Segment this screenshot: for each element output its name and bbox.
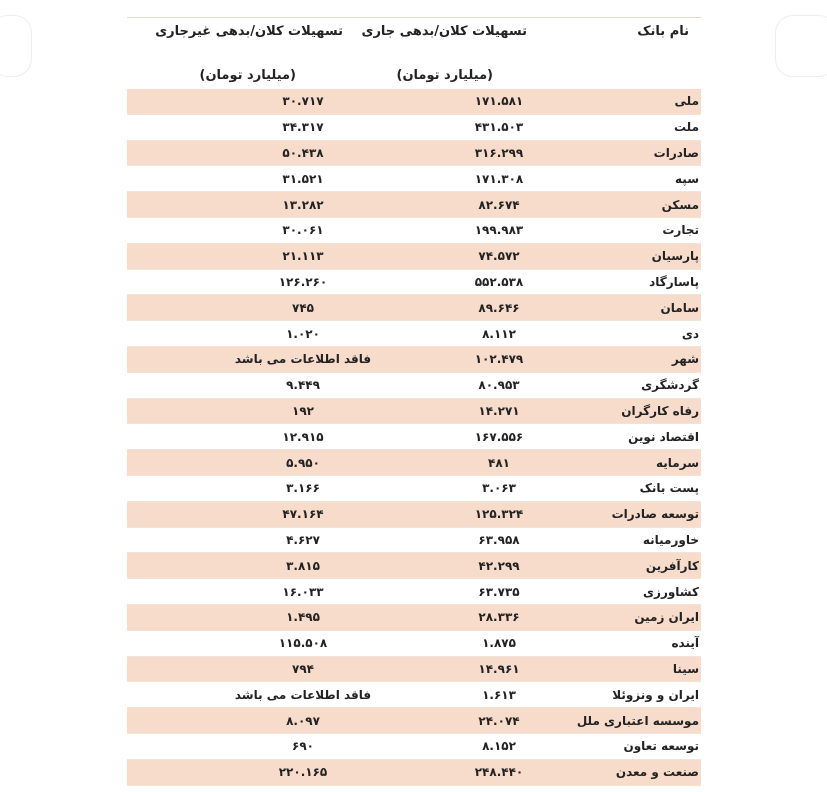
table-row [127,657,701,683]
current-debt-cell: ۸.۱۱۲ [482,326,516,341]
bank-name-cell: شهر [671,352,699,367]
current-debt-cell: ۱۷۱.۳۰۸ [474,171,524,186]
current-debt-cell: ۶۳.۹۵۸ [478,532,520,547]
table-row [127,424,701,450]
noncurrent-debt-cell: ۵.۹۵۰ [286,455,320,470]
table-row [127,450,701,476]
bank-name-cell: سپه [675,171,699,186]
table-row [127,115,701,141]
header-noncurrent: تسهیلات کلان/بدهی غیرجاری [155,24,343,39]
bank-name-cell: موسسه اعتباری ملل [576,713,699,728]
noncurrent-debt-cell: ۷۹۴ [292,661,314,676]
bank-name-cell: ملی [674,94,699,109]
table-row [127,708,701,734]
noncurrent-debt-cell: ۳۴.۳۱۷ [282,120,324,135]
table-body [127,89,701,786]
bank-name-cell: خاورمیانه [642,532,699,547]
table-row [127,373,701,399]
header-current: تسهیلات کلان/بدهی جاری [361,24,527,39]
noncurrent-debt-cell: ۱۲۶.۲۶۰ [278,274,328,289]
current-debt-cell: ۴۸۱ [488,455,510,470]
noncurrent-debt-cell: ۶۹۰ [292,739,314,754]
table-row [127,141,701,167]
bank-name-cell: ایران و ونزوئلا [612,687,699,702]
noncurrent-debt-cell: ۳۰.۰۶۱ [282,223,324,238]
current-debt-cell: ۲۸.۳۳۶ [478,610,520,625]
noncurrent-debt-cell: ۳.۱۶۶ [286,481,320,496]
noncurrent-debt-cell: ۴.۶۲۷ [286,532,320,547]
bank-name-cell: ایران زمین [634,610,699,625]
current-debt-cell: ۱۹۹.۹۸۳ [474,223,524,238]
table-row [127,605,701,631]
current-debt-cell: ۱۶۷.۵۵۶ [474,429,524,444]
bank-name-cell: کارآفرین [645,558,699,573]
table-row [127,760,701,786]
bank-loans-table [127,17,701,786]
table-row [127,631,701,657]
noncurrent-debt-cell: ۲۱.۱۱۳ [282,249,324,264]
bank-name-cell: رفاه کارگران [621,403,699,418]
current-debt-cell: ۱۷۱.۵۸۱ [474,94,524,109]
bank-name-cell: مسکن [661,197,699,212]
table-row [127,89,701,115]
table-row [127,218,701,244]
current-debt-cell: ۱۰۲.۴۷۹ [474,352,524,367]
noncurrent-debt-cell: فاقد اطلاعات می باشد [234,687,372,702]
table-row [127,399,701,425]
noncurrent-debt-cell: ۱.۰۲۰ [286,326,320,341]
bank-name-cell: ملت [673,120,699,135]
current-debt-cell: ۲۴۸.۴۴۰ [474,765,524,780]
bank-name-cell: تجارت [662,223,699,238]
noncurrent-debt-cell: ۳۱.۵۲۱ [282,171,324,186]
table-row [127,734,701,760]
bank-name-cell: سرمایه [656,455,699,470]
table-row [127,347,701,373]
header-noncurrent-unit: (میلیارد تومان) [199,68,296,83]
bank-name-cell: صادرات [653,145,699,160]
noncurrent-debt-cell: ۱۶.۰۳۳ [282,584,324,599]
current-debt-cell: ۵۵۲.۵۳۸ [474,274,524,289]
current-debt-cell: ۱۴.۲۷۱ [478,403,520,418]
current-debt-cell: ۴۳۱.۵۰۳ [474,120,524,135]
noncurrent-debt-cell: ۵۰.۴۳۸ [282,145,324,160]
noncurrent-debt-cell: ۱۱۵.۵۰۸ [278,636,328,651]
current-debt-cell: ۸.۱۵۲ [482,739,516,754]
table-row [127,321,701,347]
bank-name-cell: توسعه تعاون [623,739,699,754]
current-debt-cell: ۱.۸۷۵ [482,636,516,651]
noncurrent-debt-cell: ۱۹۲ [292,403,314,418]
noncurrent-debt-cell: ۸.۰۹۷ [286,713,320,728]
current-debt-cell: ۳۱۶.۲۹۹ [474,145,524,160]
table-header [127,18,701,89]
table-row [127,579,701,605]
current-debt-cell: ۶۳.۷۳۵ [478,584,520,599]
screen-frame-left [0,15,32,77]
bank-name-cell: صنعت و معدن [615,765,699,780]
bank-name-cell: سینا [672,661,699,676]
current-debt-cell: ۱۴.۹۶۱ [478,661,520,676]
table-row [127,476,701,502]
bank-name-cell: پاسارگاد [649,274,699,289]
bank-name-cell: کشاورزی [643,584,699,599]
bank-name-cell: توسعه صادرات [611,507,699,522]
table-row [127,244,701,270]
table-row [127,528,701,554]
noncurrent-debt-cell: ۱۳.۲۸۲ [282,197,324,212]
noncurrent-debt-cell: ۳۰.۷۱۷ [282,94,324,109]
table-row [127,295,701,321]
current-debt-cell: ۸۲.۶۷۴ [478,197,520,212]
bank-name-cell: اقتصاد نوین [628,429,699,444]
noncurrent-debt-cell: ۱.۴۹۵ [286,610,320,625]
current-debt-cell: ۱۲۵.۳۲۴ [474,507,524,522]
current-debt-cell: ۳.۰۶۳ [482,481,516,496]
noncurrent-debt-cell: ۱۲.۹۱۵ [282,429,324,444]
current-debt-cell: ۲۴.۰۷۴ [478,713,520,728]
current-debt-cell: ۷۴.۵۷۲ [478,249,520,264]
current-debt-cell: ۸۰.۹۵۳ [478,378,520,393]
noncurrent-debt-cell: ۴۷.۱۶۴ [282,507,324,522]
noncurrent-debt-cell: ۳.۸۱۵ [286,558,320,573]
bank-name-cell: پست بانک [639,481,699,496]
table-row [127,270,701,296]
current-debt-cell: ۴۲.۲۹۹ [478,558,520,573]
header-bank-name: نام بانک [637,24,689,39]
table-row [127,553,701,579]
bank-name-cell: سامان [660,300,699,315]
table-row [127,192,701,218]
noncurrent-debt-cell: فاقد اطلاعات می باشد [234,352,372,367]
table-row [127,682,701,708]
current-debt-cell: ۱.۶۱۳ [482,687,516,702]
noncurrent-debt-cell: ۷۴۵ [292,300,314,315]
table-row [127,502,701,528]
noncurrent-debt-cell: ۹.۴۴۹ [286,378,320,393]
bank-name-cell: گردشگری [641,378,699,393]
screen-frame-right [775,15,827,77]
bank-name-cell: پارسیان [651,249,699,264]
bank-name-cell: دی [681,326,699,341]
noncurrent-debt-cell: ۲۲۰.۱۶۵ [278,765,328,780]
current-debt-cell: ۸۹.۶۴۶ [478,300,520,315]
table-row [127,166,701,192]
header-current-unit: (میلیارد تومان) [396,68,493,83]
bank-name-cell: آینده [671,636,699,651]
